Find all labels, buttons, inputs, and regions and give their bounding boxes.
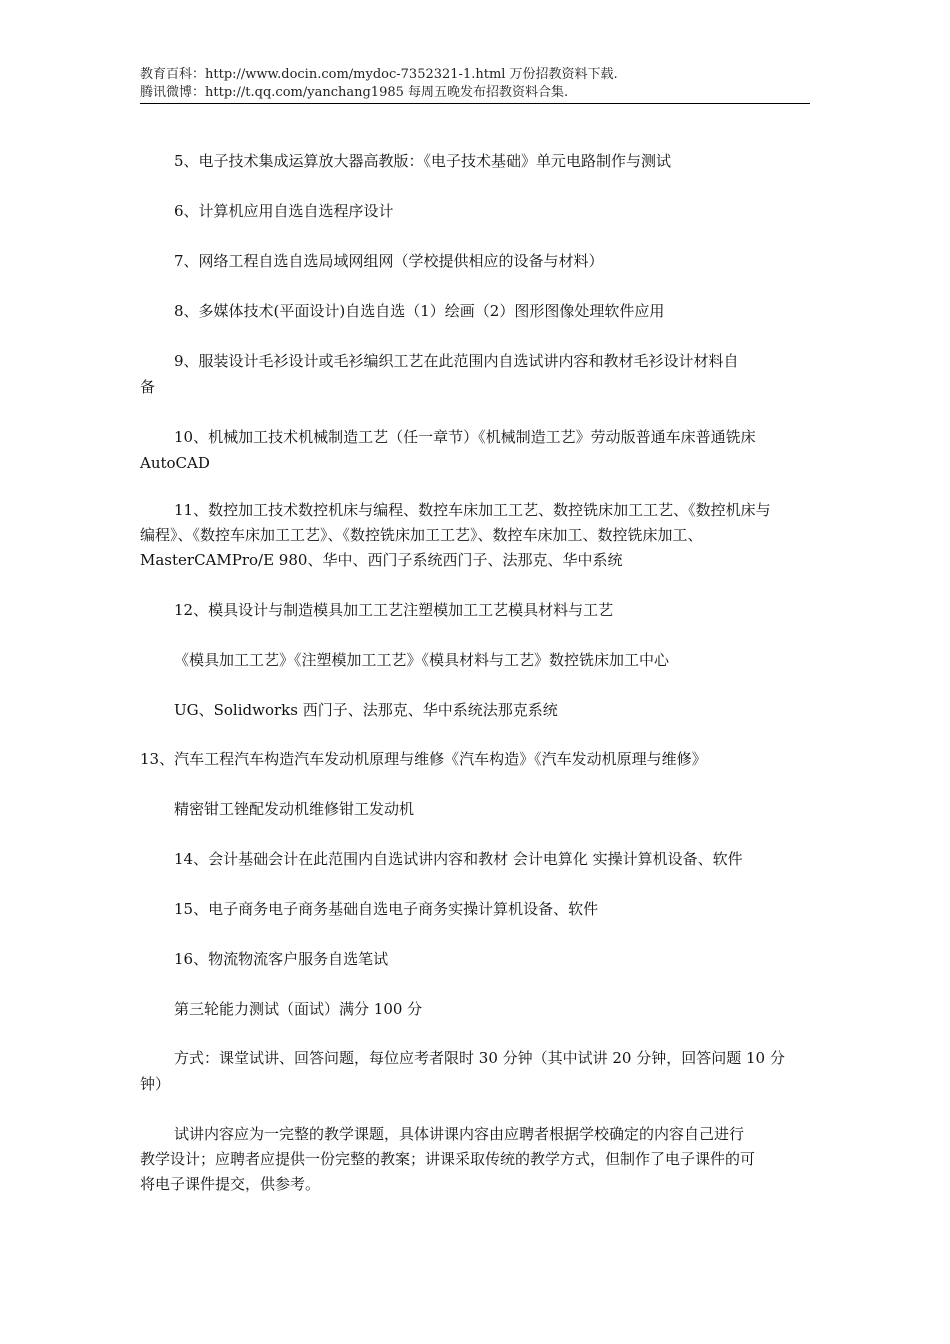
header-line-weibo: 腾讯微博：http://t.qq.com/yanchang1985 每周五晚发布招教资料合集. bbox=[140, 85, 569, 100]
header-divider bbox=[140, 103, 810, 104]
item-10-line-2: AutoCAD bbox=[140, 454, 210, 472]
item-13: 13、汽车工程汽车构造汽车发动机原理与维修《汽车构造》《汽车发动机原理与维修》 bbox=[140, 750, 707, 768]
item-10-line-1: 10、机械加工技术机械制造工艺（任一章节）《机械制造工艺》劳动版普通车床普通铣床 bbox=[174, 428, 756, 446]
item-11-line-3: MasterCAMPro/E 980、华中、西门子系统西门子、法那克、华中系统 bbox=[140, 551, 623, 569]
item-14: 14、会计基础会计在此范围内自选试讲内容和教材 会计电算化 实操计算机设备、软件 bbox=[174, 850, 743, 868]
round-3-title: 第三轮能力测试（面试）满分 100 分 bbox=[174, 1000, 423, 1018]
item-12-textbooks: 《模具加工工艺》《注塑模加工工艺》《模具材料与工艺》数控铣床加工中心 bbox=[174, 651, 670, 669]
item-16: 16、物流物流客户服务自选笔试 bbox=[174, 950, 389, 968]
method-line-1: 方式：课堂试讲、回答问题，每位应考者限时 30 分钟（其中试讲 20 分钟，回答问题 10 分 bbox=[174, 1049, 785, 1067]
item-11-line-1: 11、数控加工技术数控机床与编程、数控车床加工工艺、数控铣床加工工艺、《数控机床与 bbox=[174, 501, 771, 519]
content-line-2: 教学设计；应聘者应提供一份完整的教案；讲课采取传统的教学方式，但制作了电子课件的可 bbox=[140, 1150, 756, 1168]
item-15: 15、电子商务电子商务基础自选电子商务实操计算机设备、软件 bbox=[174, 900, 599, 918]
item-13-practical: 精密钳工锉配发动机维修钳工发动机 bbox=[174, 800, 415, 818]
content-line-1: 试讲内容应为一完整的教学课题，具体讲课内容由应聘者根据学校确定的内容自己进行 bbox=[174, 1125, 745, 1143]
item-5: 5、电子技术集成运算放大器高教版：《电子技术基础》单元电路制作与测试 bbox=[174, 152, 672, 170]
item-6: 6、计算机应用自选自选程序设计 bbox=[174, 202, 394, 220]
item-9-line-2: 备 bbox=[140, 378, 156, 396]
page-header bbox=[140, 66, 810, 102]
item-8: 8、多媒体技术(平面设计)自选自选（1）绘画（2）图形图像处理软件应用 bbox=[174, 302, 665, 320]
header-line-docin: 教育百科：http://www.docin.com/mydoc-7352321-1.html 万份招教资料下载. bbox=[140, 67, 618, 82]
item-9-line-1: 9、服装设计毛衫设计或毛衫编织工艺在此范围内自选试讲内容和教材毛衫设计材料自 bbox=[174, 352, 739, 370]
method-line-2: 钟） bbox=[140, 1075, 171, 1093]
item-11-line-2: 编程》、《数控车床加工工艺》、《数控铣床加工工艺》、数控车床加工、数控铣床加工、 bbox=[140, 526, 703, 544]
content-line-3: 将电子课件提交，供参考。 bbox=[140, 1175, 321, 1193]
item-12: 12、模具设计与制造模具加工工艺注塑模加工工艺模具材料与工艺 bbox=[174, 601, 614, 619]
item-7: 7、网络工程自选自选局域网组网（学校提供相应的设备与材料） bbox=[174, 252, 604, 270]
item-12-software: UG、Solidworks 西门子、法那克、华中系统法那克系统 bbox=[174, 701, 558, 719]
